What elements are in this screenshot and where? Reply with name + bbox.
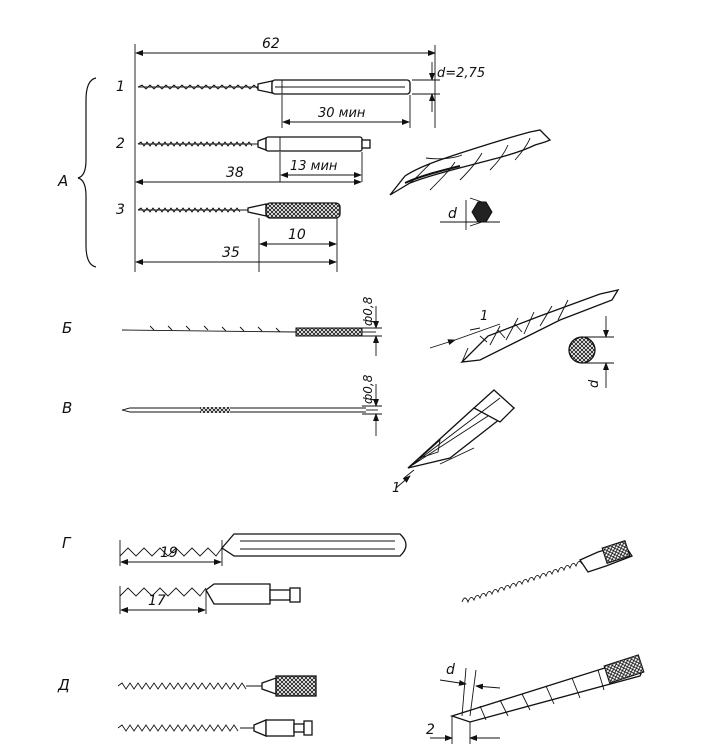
instrument-v [122, 407, 378, 413]
spiral-detail-a [390, 130, 550, 230]
group-a-label: А [58, 172, 69, 190]
tapered-detail-d [426, 655, 644, 744]
group-b [62, 290, 618, 388]
phi-08-b-label: ф0,8 [361, 296, 375, 326]
group-b-label: Б [62, 319, 73, 337]
group-v-label: В [62, 399, 73, 417]
dim-62-label: 62 [262, 36, 280, 52]
d-label-d: d [446, 662, 455, 678]
square-detail-v [392, 390, 514, 496]
b-d-label: d [587, 379, 602, 388]
d-two-label: 2 [426, 722, 435, 738]
phi-08-v-label: ф0,8 [361, 374, 375, 404]
v-one-label: 1 [392, 481, 401, 496]
group-d-label: Д [58, 676, 70, 694]
dim-17-label: 17 [148, 593, 166, 609]
item-2-label: 2 [116, 136, 125, 152]
instrument-a1 [138, 80, 410, 94]
instrument-a2 [138, 137, 370, 151]
item-1-label: 1 [116, 79, 125, 95]
coil-detail-g [462, 541, 632, 602]
dim-13-label: 13 мин [290, 159, 338, 174]
dim-d-275-label: d=2,75 [437, 66, 486, 81]
instrument-a3 [138, 203, 340, 218]
group-d [57, 655, 644, 744]
dim-19-label: 19 [160, 545, 178, 561]
group-g-label: Г [62, 534, 71, 552]
instrument-b [122, 326, 376, 336]
dim-35-label: 35 [222, 245, 240, 261]
group-a [57, 36, 550, 272]
item-3-label: 3 [116, 202, 125, 218]
group-g [62, 534, 632, 614]
b-one-label: 1 [480, 309, 489, 324]
barbed-detail-b [430, 290, 618, 388]
instrument-g2 [120, 584, 300, 604]
dim-30-label: 30 мин [318, 106, 366, 121]
instrument-d1 [118, 676, 316, 696]
group-v [62, 374, 514, 496]
group-a-brace [78, 78, 96, 267]
dim-38-label: 38 [226, 165, 244, 181]
d-label-a: d [448, 206, 457, 222]
instrument-d2 [118, 720, 312, 736]
dim-10-label: 10 [288, 227, 306, 243]
